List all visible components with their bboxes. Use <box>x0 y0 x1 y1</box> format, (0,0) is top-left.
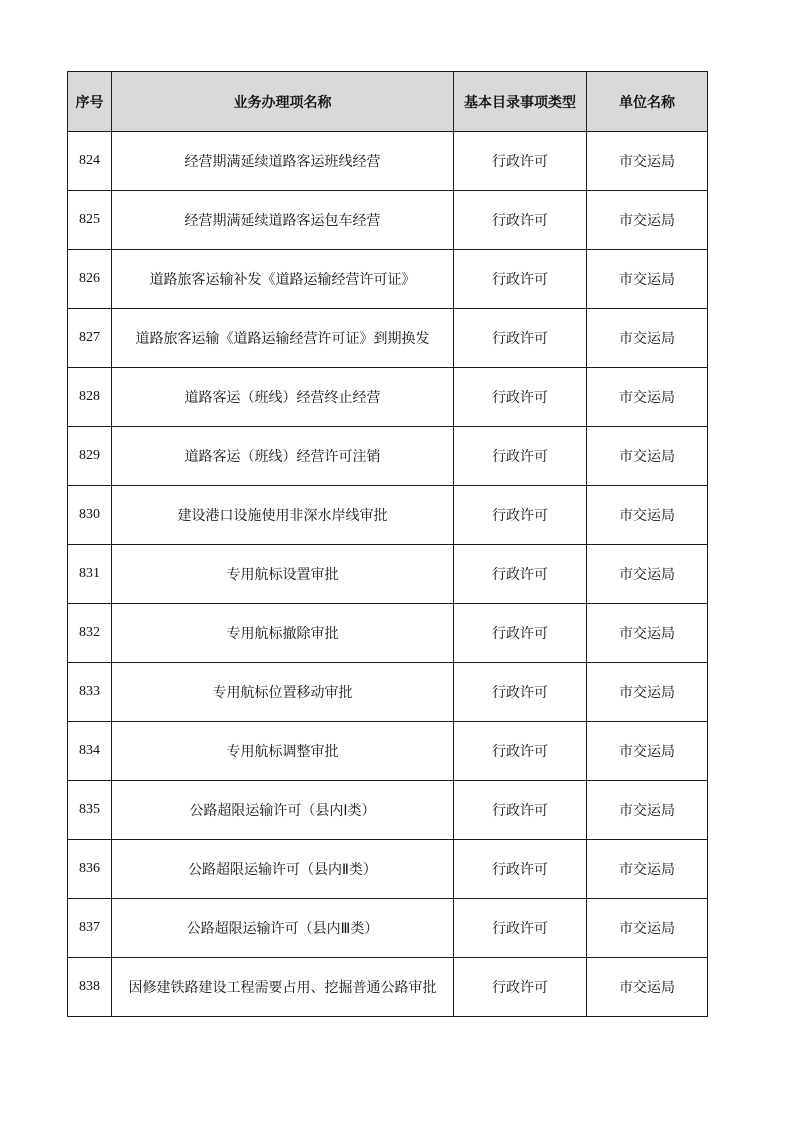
cell-seq: 837 <box>68 899 112 958</box>
cell-item-type: 行政许可 <box>454 486 587 545</box>
cell-item-type: 行政许可 <box>454 250 587 309</box>
cell-item-type: 行政许可 <box>454 604 587 663</box>
cell-seq: 830 <box>68 486 112 545</box>
cell-seq: 836 <box>68 840 112 899</box>
cell-unit-name: 市交运局 <box>587 604 708 663</box>
table-row <box>68 486 708 545</box>
table-row <box>68 840 708 899</box>
cell-seq: 834 <box>68 722 112 781</box>
table-row <box>68 427 708 486</box>
table-row <box>68 250 708 309</box>
table-body <box>68 132 708 1017</box>
cell-item-name: 公路超限运输许可（县内Ⅱ类） <box>112 840 454 899</box>
cell-seq: 829 <box>68 427 112 486</box>
table-row <box>68 132 708 191</box>
cell-item-name: 道路客运（班线）经营许可注销 <box>112 427 454 486</box>
cell-item-name: 道路客运（班线）经营终止经营 <box>112 368 454 427</box>
cell-seq: 827 <box>68 309 112 368</box>
cell-seq: 832 <box>68 604 112 663</box>
table-row <box>68 958 708 1017</box>
cell-item-type: 行政许可 <box>454 840 587 899</box>
cell-unit-name: 市交运局 <box>587 958 708 1017</box>
table-row <box>68 309 708 368</box>
cell-item-type: 行政许可 <box>454 781 587 840</box>
table-row <box>68 368 708 427</box>
cell-unit-name: 市交运局 <box>587 781 708 840</box>
cell-item-type: 行政许可 <box>454 427 587 486</box>
cell-item-name: 道路旅客运输《道路运输经营许可证》到期换发 <box>112 309 454 368</box>
cell-unit-name: 市交运局 <box>587 545 708 604</box>
cell-item-name: 公路超限运输许可（县内Ⅲ类） <box>112 899 454 958</box>
cell-seq: 826 <box>68 250 112 309</box>
table-header <box>68 72 708 132</box>
cell-item-type: 行政许可 <box>454 958 587 1017</box>
cell-unit-name: 市交运局 <box>587 309 708 368</box>
table-row <box>68 191 708 250</box>
table-row <box>68 722 708 781</box>
cell-item-name: 因修建铁路建设工程需要占用、挖掘普通公路审批 <box>112 958 454 1017</box>
cell-seq: 824 <box>68 132 112 191</box>
cell-seq: 835 <box>68 781 112 840</box>
table-row <box>68 663 708 722</box>
table-row <box>68 604 708 663</box>
cell-item-name: 专用航标调整审批 <box>112 722 454 781</box>
cell-seq: 825 <box>68 191 112 250</box>
cell-item-type: 行政许可 <box>454 191 587 250</box>
cell-item-name: 专用航标设置审批 <box>112 545 454 604</box>
cell-item-type: 行政许可 <box>454 132 587 191</box>
cell-item-name: 专用航标撤除审批 <box>112 604 454 663</box>
cell-item-type: 行政许可 <box>454 663 587 722</box>
cell-unit-name: 市交运局 <box>587 663 708 722</box>
cell-unit-name: 市交运局 <box>587 722 708 781</box>
cell-unit-name: 市交运局 <box>587 486 708 545</box>
items-table <box>67 71 708 1017</box>
cell-item-name: 建设港口设施使用非深水岸线审批 <box>112 486 454 545</box>
header-name: 业务办理项名称 <box>112 72 454 132</box>
header-seq: 序号 <box>68 72 112 132</box>
table-row <box>68 781 708 840</box>
table-row <box>68 545 708 604</box>
cell-seq: 831 <box>68 545 112 604</box>
header-unit: 单位名称 <box>587 72 708 132</box>
cell-unit-name: 市交运局 <box>587 427 708 486</box>
cell-item-type: 行政许可 <box>454 309 587 368</box>
cell-seq: 828 <box>68 368 112 427</box>
cell-item-type: 行政许可 <box>454 368 587 427</box>
cell-item-type: 行政许可 <box>454 899 587 958</box>
cell-item-name: 经营期满延续道路客运班线经营 <box>112 132 454 191</box>
cell-seq: 838 <box>68 958 112 1017</box>
cell-item-name: 公路超限运输许可（县内Ⅰ类） <box>112 781 454 840</box>
cell-unit-name: 市交运局 <box>587 191 708 250</box>
cell-unit-name: 市交运局 <box>587 899 708 958</box>
cell-unit-name: 市交运局 <box>587 250 708 309</box>
cell-item-type: 行政许可 <box>454 545 587 604</box>
cell-item-type: 行政许可 <box>454 722 587 781</box>
cell-item-name: 专用航标位置移动审批 <box>112 663 454 722</box>
cell-unit-name: 市交运局 <box>587 840 708 899</box>
cell-unit-name: 市交运局 <box>587 132 708 191</box>
cell-item-name: 经营期满延续道路客运包车经营 <box>112 191 454 250</box>
cell-seq: 833 <box>68 663 112 722</box>
cell-unit-name: 市交运局 <box>587 368 708 427</box>
header-type: 基本目录事项类型 <box>454 72 587 132</box>
header-row <box>68 72 708 132</box>
cell-item-name: 道路旅客运输补发《道路运输经营许可证》 <box>112 250 454 309</box>
table-row <box>68 899 708 958</box>
